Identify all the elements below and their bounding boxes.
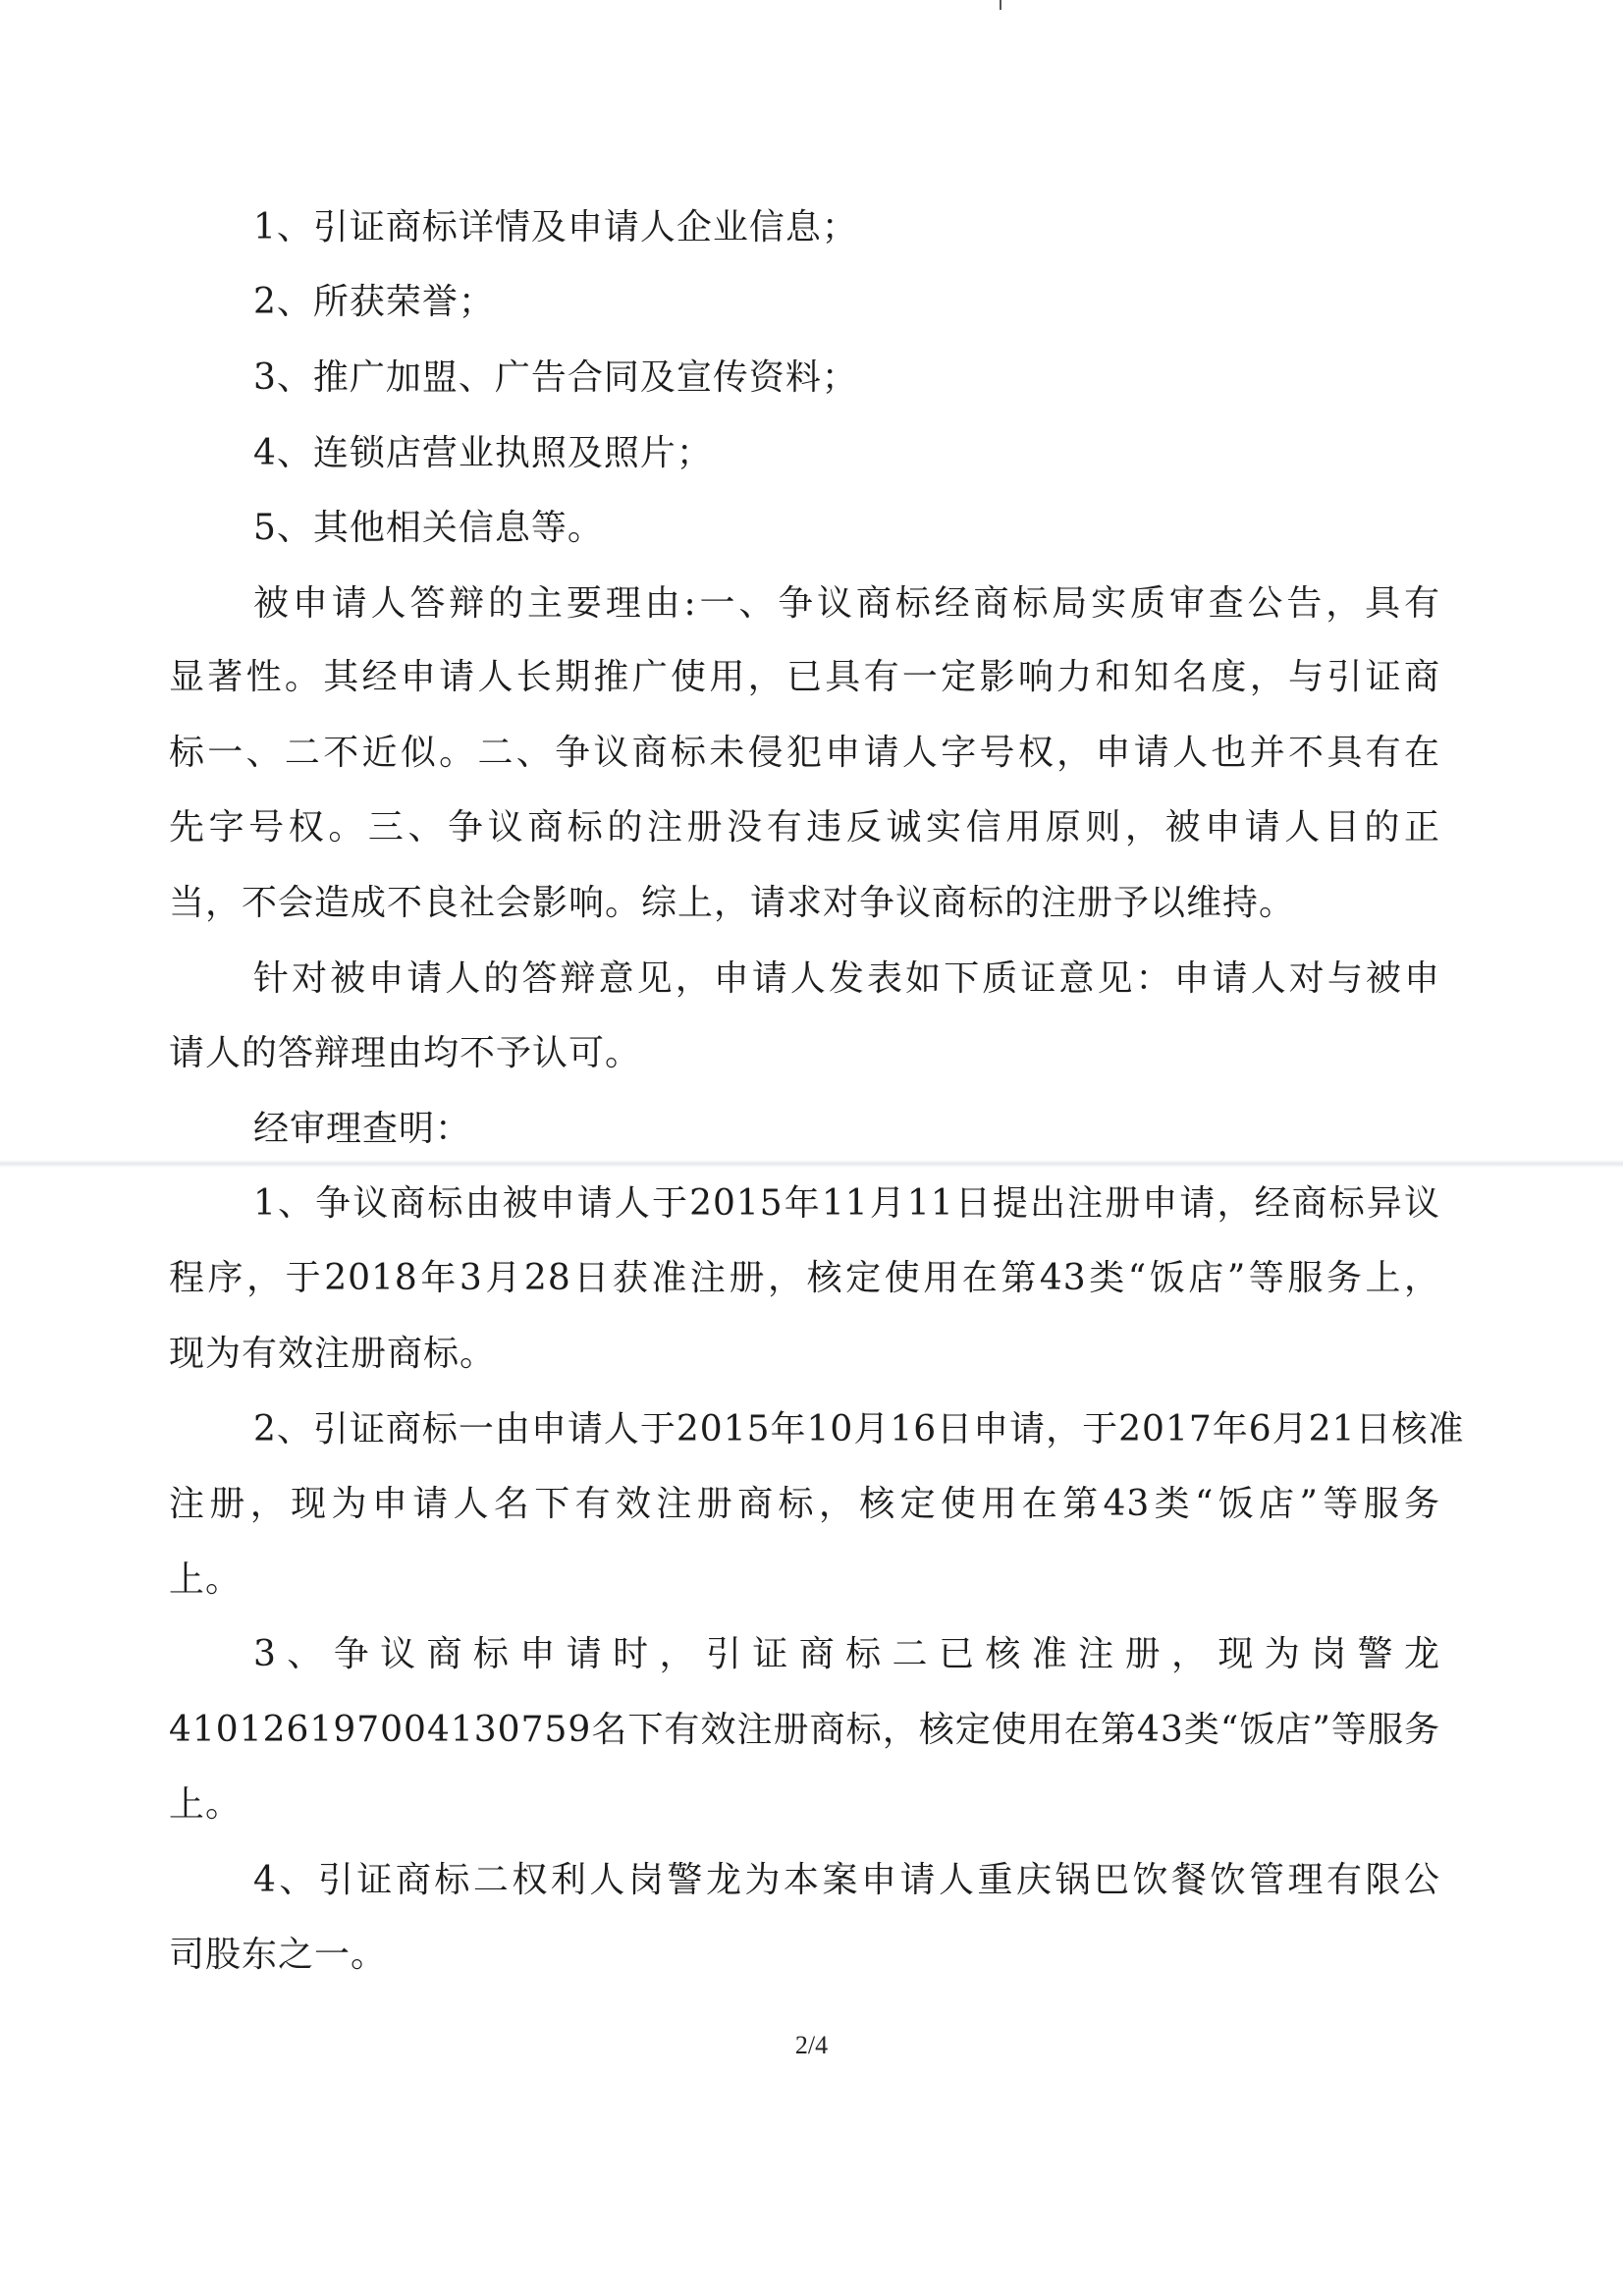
finding-1-line: 现为有效注册商标。 [169,1334,497,1374]
page-number: 2/4 [794,2031,829,2059]
defense-paragraph-line: 当，不会造成不良社会影响。综上，请求对争议商标的注册予以维持。 [169,883,1296,923]
defense-paragraph-line: 显著性。其经申请人长期推广使用，已具有一定影响力和知名度，与引证商 [169,657,1440,697]
evidence-item-1: 1、引证商标详情及申请人企业信息； [253,207,858,247]
finding-2-line: 2、引证商标一由申请人于2015年10月16日申请，于2017年6月21日核准 [253,1409,1465,1449]
cross-exam-paragraph-line: 请人的答辩理由均不予认可。 [169,1033,642,1073]
finding-3-line: 上。 [169,1784,243,1825]
finding-1-line: 程序，于2018年3月28日获准注册，核定使用在第43类“饭店”等服务上， [169,1258,1440,1298]
finding-1-line: 1、争议商标由被申请人于2015年11月11日提出注册申请，经商标异议 [253,1183,1440,1224]
finding-2-line: 注册，现为申请人名下有效注册商标，核定使用在第43类“饭店”等服务 [169,1484,1440,1524]
defense-paragraph-line: 标一、二不近似。二、争议商标未侵犯申请人字号权，申请人也并不具有在 [169,733,1440,773]
cross-exam-paragraph-line: 针对被申请人的答辩意见，申请人发表如下质证意见：申请人对与被申 [253,958,1440,999]
evidence-item-2: 2、所获荣誉； [253,282,495,322]
evidence-item-3: 3、推广加盟、广告合同及宣传资料； [253,357,858,398]
finding-3-line: 410126197004130759名下有效注册商标，核定使用在第43类“饭店”等服务 [169,1710,1440,1750]
finding-4-line: 司股东之一。 [169,1935,388,1975]
defense-paragraph-line: 先字号权。三、争议商标的注册没有违反诚实信用原则，被申请人目的正 [169,807,1440,847]
finding-3-line: 3、争议商标申请时，引证商标二已核准注册，现为岗警龙 [253,1634,1440,1674]
finding-4-line: 4、引证商标二权利人岗警龙为本案申请人重庆锅巴饮餐饮管理有限公 [253,1860,1440,1900]
scan-mark [1000,0,1001,10]
finding-2-line: 上。 [169,1559,243,1600]
evidence-item-4: 4、连锁店营业执照及照片； [253,433,713,473]
evidence-item-5: 5、其他相关信息等。 [253,508,604,548]
defense-paragraph-line: 被申请人答辩的主要理由:一、争议商标经商标局实质审查公告，具有 [253,583,1440,624]
findings-heading: 经审理查明： [253,1109,472,1149]
scan-artifact-line [0,1160,1623,1168]
